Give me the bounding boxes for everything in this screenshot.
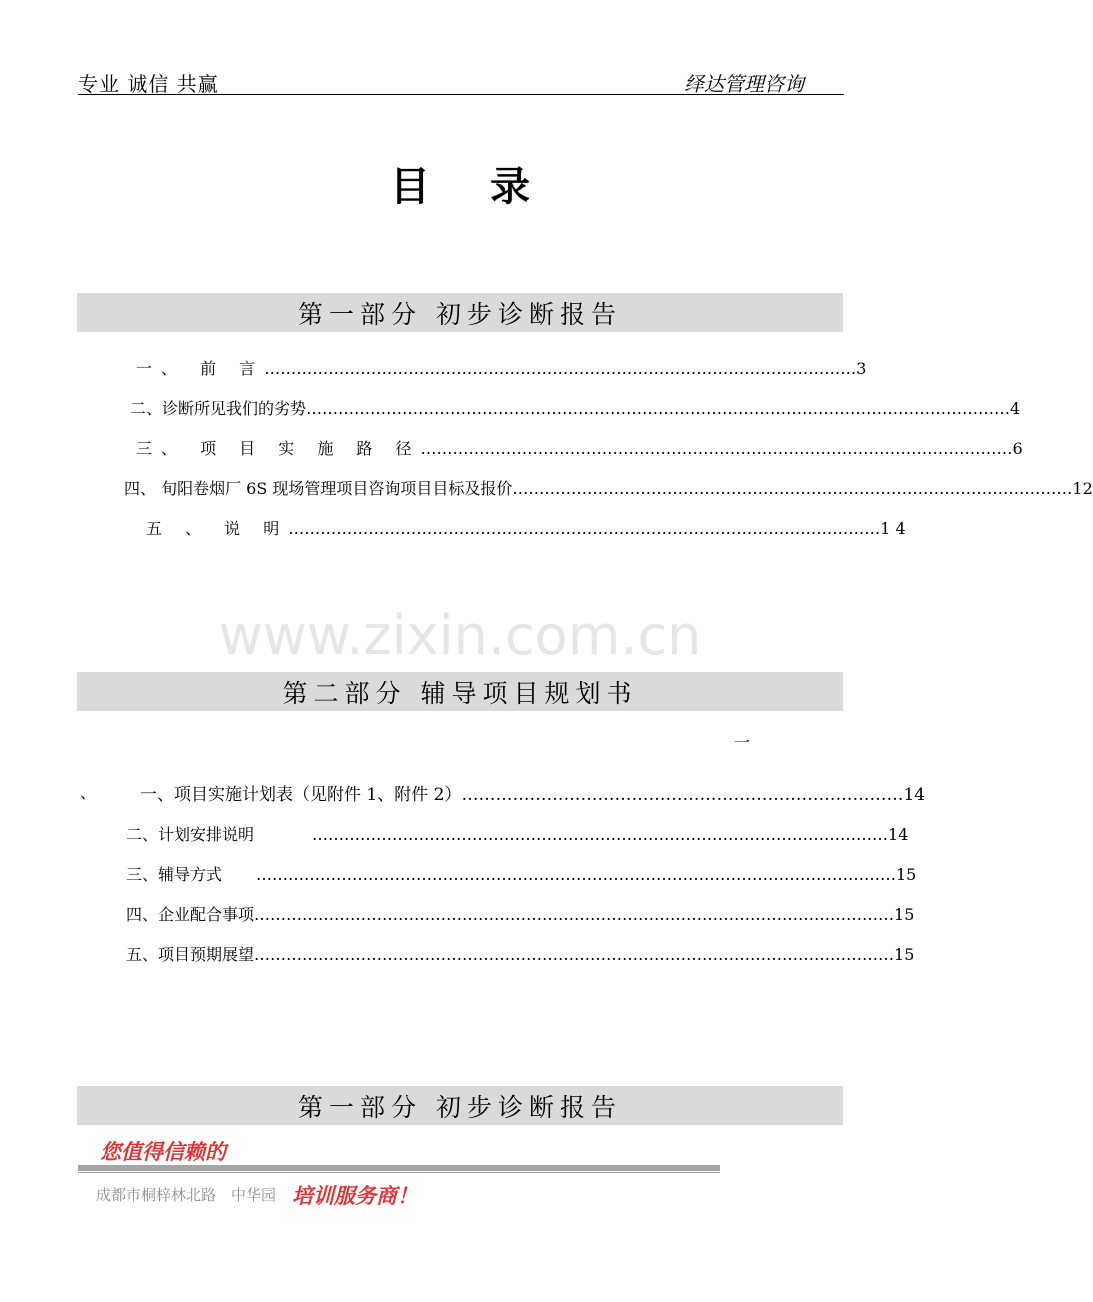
toc-leader: ………………………………………………………………………………………………… xyxy=(288,519,881,538)
toc-page: 3 xyxy=(856,359,867,378)
page-title: 目录 xyxy=(390,164,590,210)
toc-label: 三、 项 目 实 施 路 径 xyxy=(136,439,421,458)
header-rule xyxy=(78,94,844,95)
toc-item-part1-1[interactable] xyxy=(136,356,867,379)
toc-item-part2-3[interactable] xyxy=(126,862,917,885)
toc-leader: ……………………………………………………………………………………………… xyxy=(312,825,888,844)
toc-page: 15 xyxy=(894,905,915,924)
header-slogan: 专业 诚信 共赢 xyxy=(78,72,219,96)
footer-address: 成都市桐梓林北路 中华园 xyxy=(96,1186,277,1204)
toc-leader: ………………………………………………………………………………………………………… xyxy=(254,945,895,964)
header-company: 绎达管理咨询 xyxy=(684,72,804,96)
part3-heading: 第一部分 初步诊断报告 xyxy=(77,1086,843,1125)
toc-item-part2-5[interactable] xyxy=(126,942,915,965)
toc-page: 14 xyxy=(903,785,926,805)
toc-leader: ………………………………………………………………………………………………………… xyxy=(254,905,895,924)
toc-label: 五 、 说 明 xyxy=(146,519,289,538)
toc-label: 四、 旬阳卷烟厂 6S 现场管理项目咨询项目目标及报价 xyxy=(124,479,513,498)
part2-heading: 第二部分 辅导项目规划书 xyxy=(77,672,843,711)
toc-page: 6 xyxy=(1012,439,1023,458)
toc-page: 15 xyxy=(894,945,915,964)
toc-leader: …………………………………………………………………… xyxy=(461,785,904,805)
toc-item-part1-5[interactable] xyxy=(146,516,906,539)
part1-heading: 第一部分 初步诊断报告 xyxy=(77,293,843,332)
toc-item-part1-4[interactable] xyxy=(124,476,1093,499)
footer-rule-thin xyxy=(78,1172,720,1173)
toc-leader: …………………………………………………………………………………………… xyxy=(512,479,1073,498)
toc-item-part2-1[interactable] xyxy=(140,780,926,805)
footer-slogan: 您值得信赖的 xyxy=(100,1140,226,1164)
watermark: www.zixin.com.cn xyxy=(218,604,702,667)
toc-label: 一、项目实施计划表（见附件 1、附件 2） xyxy=(140,785,462,805)
toc-page: 12 xyxy=(1072,479,1093,498)
toc-label: 二、诊断所见我们的劣势 xyxy=(130,399,307,418)
toc-page: 14 xyxy=(888,825,909,844)
toc-item-part2-4[interactable] xyxy=(126,902,915,925)
toc-leader: …………………………………………………………………………………………………………………… xyxy=(306,399,1011,418)
toc-leader: ………………………………………………………………………………………………………… xyxy=(256,865,896,884)
toc-label: 五、项目预期展望 xyxy=(126,945,255,964)
toc-item-part2-2[interactable] xyxy=(126,822,909,845)
toc-item-part1-3[interactable] xyxy=(136,436,1023,459)
toc-leader: ………………………………………………………………………………………………… xyxy=(264,359,857,378)
toc-leader: ………………………………………………………………………………………………… xyxy=(420,439,1013,458)
toc-page: 15 xyxy=(896,865,917,884)
toc-item-part1-2[interactable] xyxy=(130,396,1021,419)
stray-mark-top: 一 xyxy=(734,733,751,752)
toc-label: 一、 前 言 xyxy=(136,359,265,378)
toc-label: 三、辅导方式 xyxy=(126,865,223,884)
toc-page: 4 xyxy=(1010,399,1021,418)
toc-label: 四、企业配合事项 xyxy=(126,905,255,924)
footer-tagline: 培训服务商！ xyxy=(292,1184,418,1208)
footer-rule xyxy=(78,1165,720,1171)
toc-label: 二、计划安排说明 xyxy=(126,825,255,844)
stray-mark-left: 、 xyxy=(80,783,97,802)
toc-page: 1 4 xyxy=(880,519,906,538)
